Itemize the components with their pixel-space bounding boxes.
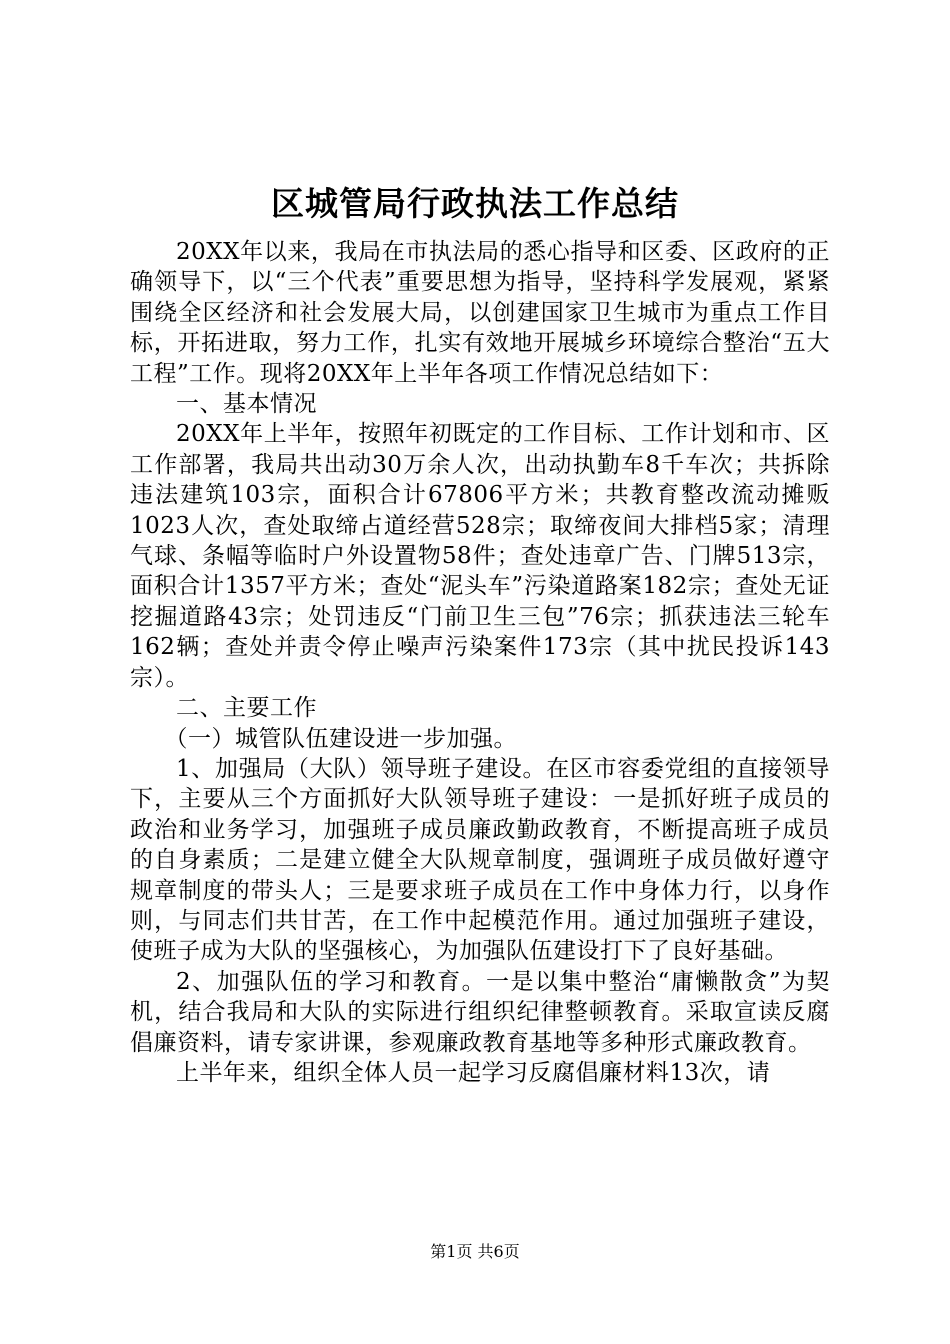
paragraph-education: 2、加强队伍的学习和教育。一是以集中整治“庸懒散贪”为契机，结合我局和大队的实际进行组织纪律整顿教育。采取宣读反腐倡廉资料，请专家讲课，参观廉政教育基地等多种形式廉政教育。 xyxy=(130,968,830,1056)
page-footer: 第1页 共6页 xyxy=(430,1242,520,1261)
document-title: 区城管局行政执法工作总结 xyxy=(271,184,679,223)
document-body xyxy=(130,237,830,1088)
section-heading-main-work: 二、主要工作 xyxy=(176,695,317,722)
section-heading-basic-situation: 一、基本情况 xyxy=(176,391,317,418)
paragraph-intro: 20XX年以来，我局在市执法局的悉心指导和区委、区政府的正确领导下，以“三个代表”重要思想为指导，坚持科学发展观，紧紧围绕全区经济和社会发展大局，以创建国家卫生城市为重点工作目标，开拓进取，努力工作，扎实有效地开展城乡环境综合整治“五大工程”工作。现将20XX年上半年各项工作情况总结如下： xyxy=(130,239,830,387)
paragraph-study-sessions: 上半年来，组织全体人员一起学习反腐倡廉材料13次，请 xyxy=(176,1059,771,1086)
subsection-heading-team-building: （一）城管队伍建设进一步加强。 xyxy=(164,725,517,752)
paragraph-leadership: 1、加强局（大队）领导班子建设。在区市容委党组的直接领导下，主要从三个方面抓好大队领导班子建设：一是抓好班子成员的政治和业务学习，加强班子成员廉政勤政教育，不断提高班子成员的自身素质；二是建立健全大队规章制度，强调班子成员做好遵守规章制度的带头人；三是要求班子成员在工作中身体力行，以身作则，与同志们共甘苦，在工作中起模范作用。通过加强班子建设，使班子成为大队的坚强核心，为加强队伍建设打下了良好基础。 xyxy=(130,755,830,965)
paragraph-basic-situation: 20XX年上半年，按照年初既定的工作目标、工作计划和市、区工作部署，我局共出动30万余人次，出动执勤车8千车次；共拆除违法建筑103宗，面积合计67806平方米；共教育整改流动摊贩1023人次，查处取缔占道经营528宗；取缔夜间大排档5家；清理气球、条幅等临时户外设置物58件；查处违章广告、门牌513宗，面积合计1357平方米；查处“泥头车”污染道路案182宗；查处无证挖掘道路43宗；处罚违反“门前卫生三包”76宗；抓获违法三轮车162辆；查处并责令停止噪声污染案件173宗（其中扰民投诉143宗）。 xyxy=(130,421,830,691)
